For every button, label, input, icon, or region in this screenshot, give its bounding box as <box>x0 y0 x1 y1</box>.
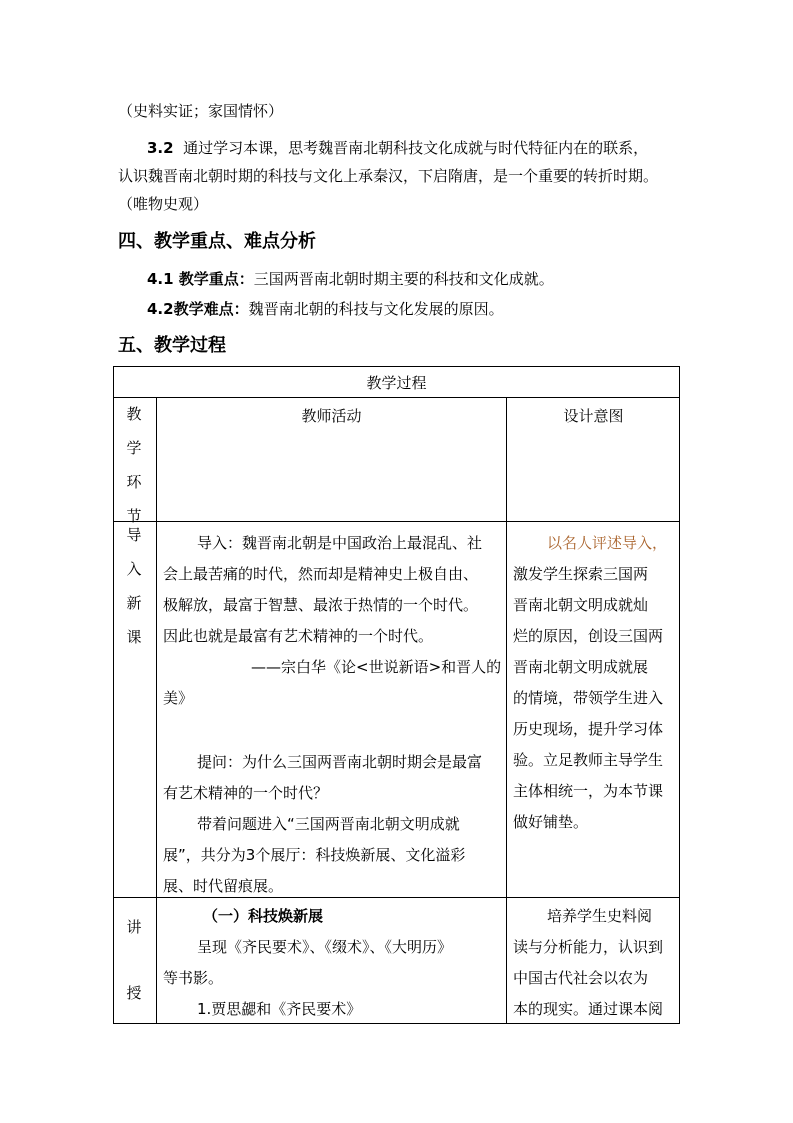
lecture-line: 等书影。 <box>163 969 224 987</box>
table-header-divider <box>113 521 680 522</box>
table-caption-divider <box>113 397 680 398</box>
intent-line: 读与分析能力，认识到 <box>513 938 664 956</box>
lecture-design-intent <box>513 905 677 1020</box>
table-column-divider-2 <box>506 397 507 1024</box>
intent-line: 激发学生探索三国两 <box>513 565 649 583</box>
intent-line: 本的现实。通过课本阅 <box>513 1000 664 1018</box>
stage-header-char: 学 <box>126 439 142 457</box>
paragraph-3-2-number: 3.2 <box>147 139 174 157</box>
stage-lecture <box>123 916 145 1004</box>
intent-line: 历史现场，提升学习体 <box>513 720 664 738</box>
lecture-line: 呈现《齐民要术》、《缀术》、《大明历》 <box>197 938 453 956</box>
stage-char: 课 <box>126 628 142 646</box>
intent-line: 验。立足教师主导学生 <box>513 751 664 769</box>
stage-column-header <box>123 403 145 527</box>
intent-line: 培养学生史料阅 <box>547 907 653 925</box>
quote-source-end: 美》 <box>163 689 194 707</box>
stage-char: 入 <box>126 560 142 578</box>
intro-activity <box>163 532 503 897</box>
intent-line: 的情境，带领学生进入 <box>513 689 664 707</box>
exhibit-intro-line: 带着问题进入“三国两晋南北朝文明成就 <box>197 815 460 833</box>
design-intent-header: 设计意图 <box>563 407 624 425</box>
intent-line: 晋南北朝文明成就灿 <box>513 596 649 614</box>
key-point-label: 4.1 教学重点： <box>147 270 254 288</box>
intro-design-intent <box>513 532 677 833</box>
paragraph-3-2-text-1: 通过学习本课，思考魏晋南北朝科技文化成就与时代特征内在的联系， <box>183 139 649 157</box>
stage-header-char: 教 <box>126 405 142 423</box>
key-point-text: 三国两晋南北朝时期主要的科技和文化成就。 <box>253 270 554 288</box>
intro-question-line: 有艺术精神的一个时代？ <box>163 784 329 802</box>
table-caption: 教学过程 <box>366 374 427 392</box>
difficult-point-line <box>147 298 504 320</box>
stage-char: 讲 <box>126 918 142 936</box>
key-point-line <box>147 268 554 290</box>
lecture-subtitle: 1.贾思勰和《齐民要术》 <box>197 1000 362 1018</box>
intro-question-line: 提问：为什么三国两晋南北朝时期会是最富 <box>197 753 483 771</box>
paragraph-3-2-line-1 <box>147 137 648 159</box>
lecture-activity <box>163 905 503 1020</box>
stage-char: 导 <box>126 526 142 544</box>
section-4-title: 四、教学重点、难点分析 <box>118 231 316 252</box>
stage-header-char: 节 <box>126 507 142 525</box>
table-row-divider <box>113 897 680 898</box>
paragraph-3-2-line-3: （唯物史观） <box>118 195 209 213</box>
intro-quote-line: 导入：魏晋南北朝是中国政治上最混乱、社 <box>197 534 483 552</box>
quote-source: ——宗白华《论<世说新语>和晋人的 <box>251 658 502 676</box>
stage-intro <box>123 524 145 648</box>
intro-quote-line: 因此也就是最富有艺术精神的一个时代。 <box>163 627 434 645</box>
stage-header-char: 环 <box>126 473 142 491</box>
intent-line: 主体相统一，为本节课 <box>513 782 664 800</box>
teacher-activity-header: 教师活动 <box>301 407 362 425</box>
stage-char: 新 <box>126 594 142 612</box>
intro-literacy-note: （史料实证；家国情怀） <box>118 102 284 120</box>
table-column-divider-1 <box>156 397 157 1024</box>
intro-quote-line: 极解放，最富于智慧、最浓于热情的一个时代。 <box>163 596 479 614</box>
exhibit-1-title: （一）科技焕新展 <box>203 907 324 925</box>
intent-highlight: 以名人评述导入， <box>547 534 668 552</box>
exhibit-intro-line: 展、时代留痕展。 <box>163 877 284 895</box>
intent-line: 做好铺垫。 <box>513 813 589 831</box>
stage-char: 授 <box>126 984 142 1002</box>
section-5-title: 五、教学过程 <box>118 335 226 356</box>
paragraph-3-2-line-2: 认识魏晋南北朝时期的科技与文化上承秦汉，下启隋唐，是一个重要的转折时期。 <box>118 167 659 185</box>
intro-quote-line: 会上最苦痛的时代，然而却是精神史上极自由、 <box>163 565 479 583</box>
exhibit-intro-line: 展”，共分为3个展厅：科技焕新展、文化溢彩 <box>163 846 466 864</box>
difficult-point-text: 魏晋南北朝的科技与文化发展的原因。 <box>248 300 504 318</box>
intent-line: 中国古代社会以农为 <box>513 969 649 987</box>
intent-line: 晋南北朝文明成就展 <box>513 658 649 676</box>
intent-line: 烂的原因，创设三国两 <box>513 627 664 645</box>
difficult-point-label: 4.2教学难点： <box>147 300 249 318</box>
